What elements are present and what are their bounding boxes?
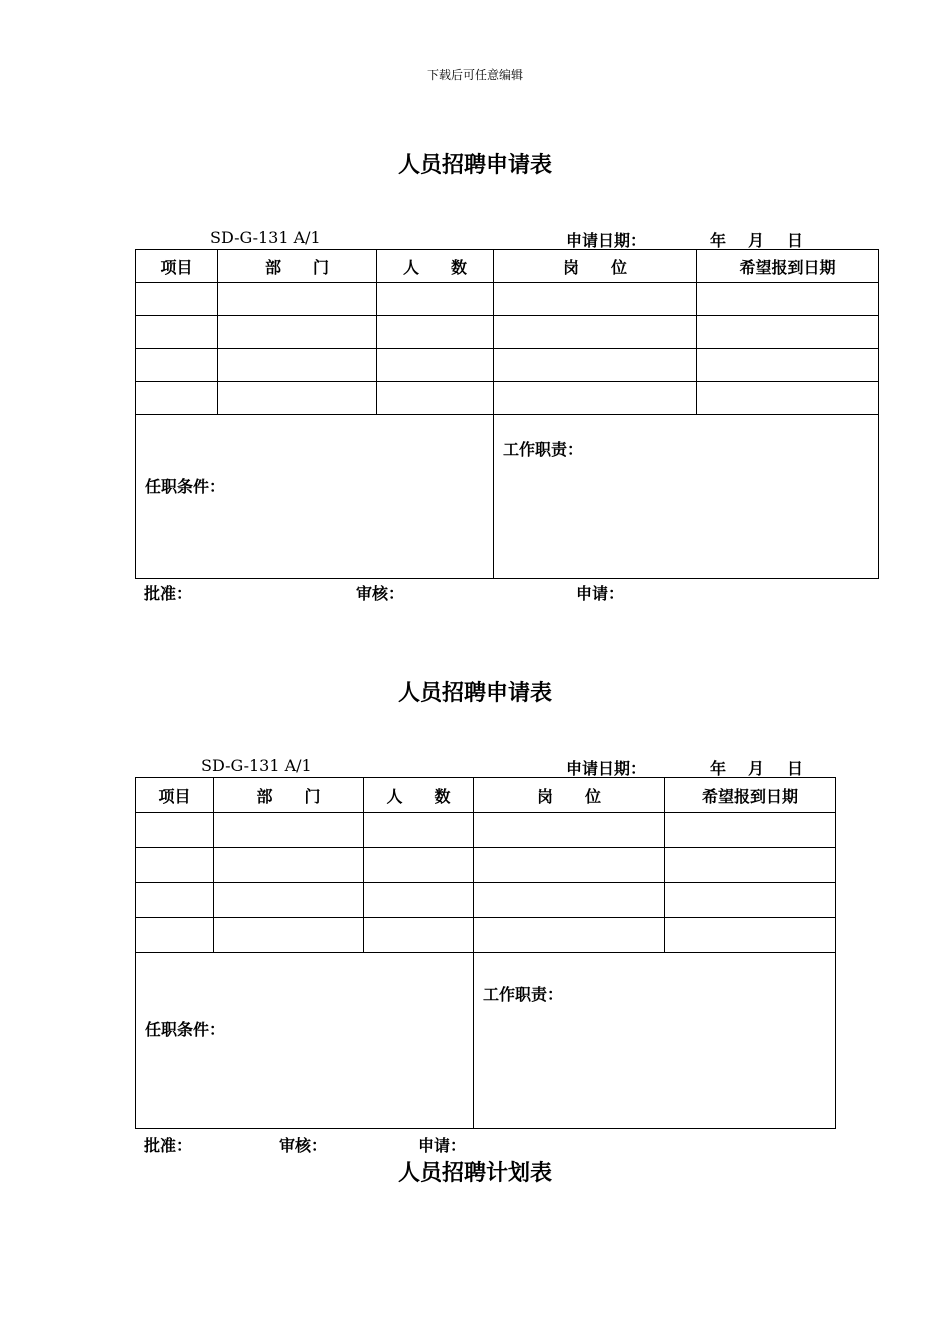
table-cell[interactable] [665,918,836,953]
form-title: 人员招聘申请表 [397,153,552,178]
next-form-title: 人员招聘计划表 [397,1161,552,1186]
approve-label: 批准： [144,1136,193,1155]
table-cell[interactable] [136,813,214,848]
table-cell[interactable] [218,349,377,382]
table-row [136,918,836,953]
table-cell[interactable] [364,848,474,883]
table-cell[interactable] [494,283,697,316]
date-label: 申请日期： [566,231,647,250]
table-cell[interactable] [214,918,364,953]
date-day: 日 [787,759,804,778]
table-cell[interactable] [136,349,218,382]
apply-label: 申请： [576,584,625,603]
column-header: 人 数 [364,778,474,813]
application-table [135,777,836,1129]
table-cell[interactable] [377,283,494,316]
table-cell[interactable] [494,349,697,382]
column-header: 项目 [136,250,218,283]
table-cell[interactable] [665,813,836,848]
column-header: 人 数 [377,250,494,283]
qualifications-label: 任职条件： [145,1020,226,1039]
column-header: 岗 位 [494,250,697,283]
table-cell[interactable] [474,883,665,918]
table-cell[interactable] [377,382,494,415]
table-header-row [136,778,836,813]
form-title: 人员招聘申请表 [397,681,552,706]
table-cell[interactable] [214,813,364,848]
column-header: 部 门 [214,778,364,813]
qualifications-box[interactable] [136,415,494,579]
review-label: 审核： [356,584,405,603]
table-cell[interactable] [697,382,879,415]
date-label: 申请日期： [566,759,647,778]
table-cell[interactable] [364,883,474,918]
column-header: 希望报到日期 [697,250,879,283]
duties-label: 工作职责： [503,440,584,459]
table-header-row [136,250,879,283]
column-header: 部 门 [218,250,377,283]
table-row [136,316,879,349]
table-row [136,283,879,316]
table-cell[interactable] [697,283,879,316]
form-code: SD-G-131 A/1 [210,228,321,247]
date-year: 年 [710,231,727,250]
table-cell[interactable] [364,813,474,848]
date-month: 月 [748,759,765,778]
column-header: 岗 位 [474,778,665,813]
approve-label: 批准： [144,584,193,603]
table-cell[interactable] [136,283,218,316]
table-cell[interactable] [214,848,364,883]
table-row [136,349,879,382]
table-cell[interactable] [494,316,697,349]
table-cell[interactable] [665,848,836,883]
table-cell[interactable] [218,283,377,316]
duties-label: 工作职责： [483,985,564,1004]
header-note: 下载后可任意编辑 [426,68,523,82]
review-label: 审核： [279,1136,328,1155]
duties-box[interactable] [494,415,879,579]
date-day: 日 [787,231,804,250]
column-header: 希望报到日期 [665,778,836,813]
qualifications-label: 任职条件： [145,477,226,496]
qualifications-box[interactable] [136,953,474,1129]
table-cell[interactable] [218,382,377,415]
table-cell[interactable] [474,813,665,848]
requirements-row [136,953,836,1129]
form-code: SD-G-131 A/1 [201,756,312,775]
table-row [136,813,836,848]
requirements-row [136,415,879,579]
duties-box[interactable] [474,953,836,1129]
table-cell[interactable] [377,316,494,349]
table-cell[interactable] [474,918,665,953]
table-row [136,848,836,883]
application-table [135,249,879,579]
apply-label: 申请： [418,1136,467,1155]
table-cell[interactable] [136,883,214,918]
date-year: 年 [710,759,727,778]
table-cell[interactable] [494,382,697,415]
table-cell[interactable] [136,918,214,953]
table-cell[interactable] [665,883,836,918]
table-cell[interactable] [697,349,879,382]
column-header: 项目 [136,778,214,813]
table-row [136,382,879,415]
table-row [136,883,836,918]
date-month: 月 [748,231,765,250]
table-cell[interactable] [214,883,364,918]
table-cell[interactable] [364,918,474,953]
table-cell[interactable] [697,316,879,349]
table-cell[interactable] [377,349,494,382]
table-cell[interactable] [474,848,665,883]
table-cell[interactable] [136,316,218,349]
table-cell[interactable] [136,382,218,415]
table-cell[interactable] [136,848,214,883]
table-cell[interactable] [218,316,377,349]
